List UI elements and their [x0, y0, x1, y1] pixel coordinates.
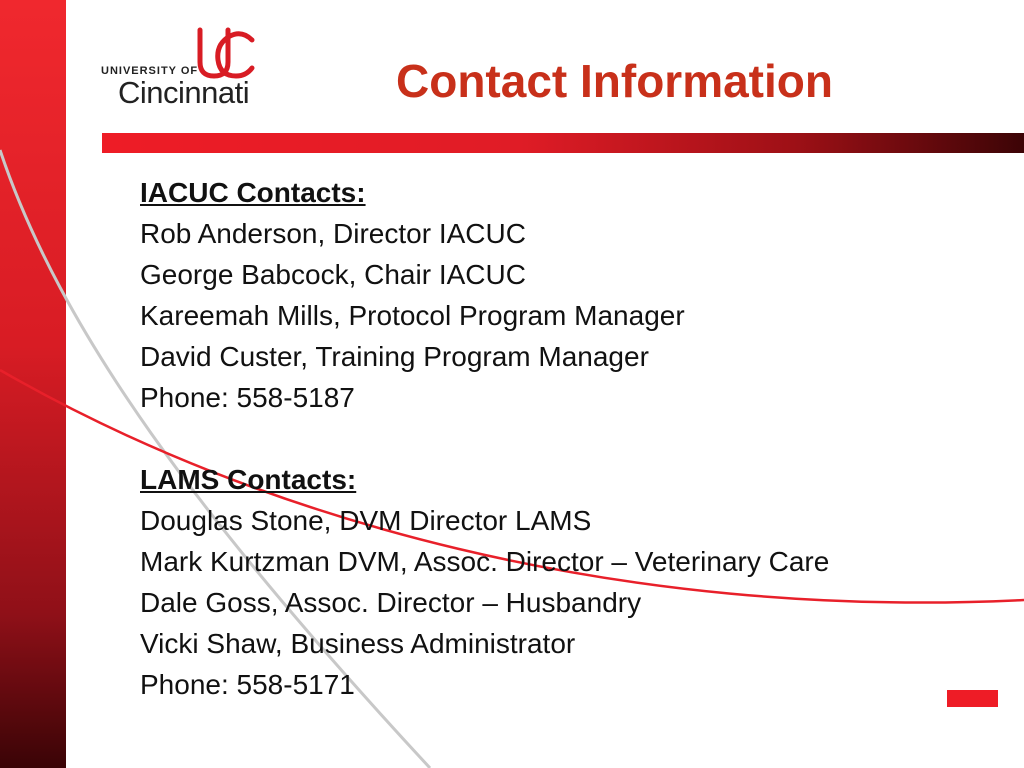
iacuc-line: Kareemah Mills, Protocol Program Manager: [140, 300, 685, 331]
iacuc-heading: IACUC Contacts:: [140, 177, 366, 208]
corner-accent-mark: [947, 690, 998, 707]
lams-line: Dale Goss, Assoc. Director – Husbandry: [140, 587, 642, 618]
iacuc-line: David Custer, Training Program Manager: [140, 341, 649, 372]
page-title: Contact Information: [396, 55, 833, 107]
section-spacer: [140, 418, 1020, 459]
lams-phone: Phone: 558-5171: [140, 669, 355, 700]
contact-content: [140, 172, 1020, 705]
iacuc-line: Rob Anderson, Director IACUC: [140, 218, 526, 249]
lams-line: Vicki Shaw, Business Administrator: [140, 628, 576, 659]
iacuc-phone: Phone: 558-5187: [140, 382, 355, 413]
uc-monogram-icon: [200, 30, 252, 76]
logo-university-of: UNIVERSITY OF: [101, 65, 199, 77]
lams-heading: LAMS Contacts:: [140, 464, 357, 495]
iacuc-line: George Babcock, Chair IACUC: [140, 259, 526, 290]
logo-cincinnati: Cincinnati: [118, 75, 250, 110]
title-underline-bar: [102, 133, 1024, 153]
lams-line: Mark Kurtzman DVM, Assoc. Director – Veterinary Care: [140, 546, 830, 577]
lams-line: Douglas Stone, DVM Director LAMS: [140, 505, 592, 536]
